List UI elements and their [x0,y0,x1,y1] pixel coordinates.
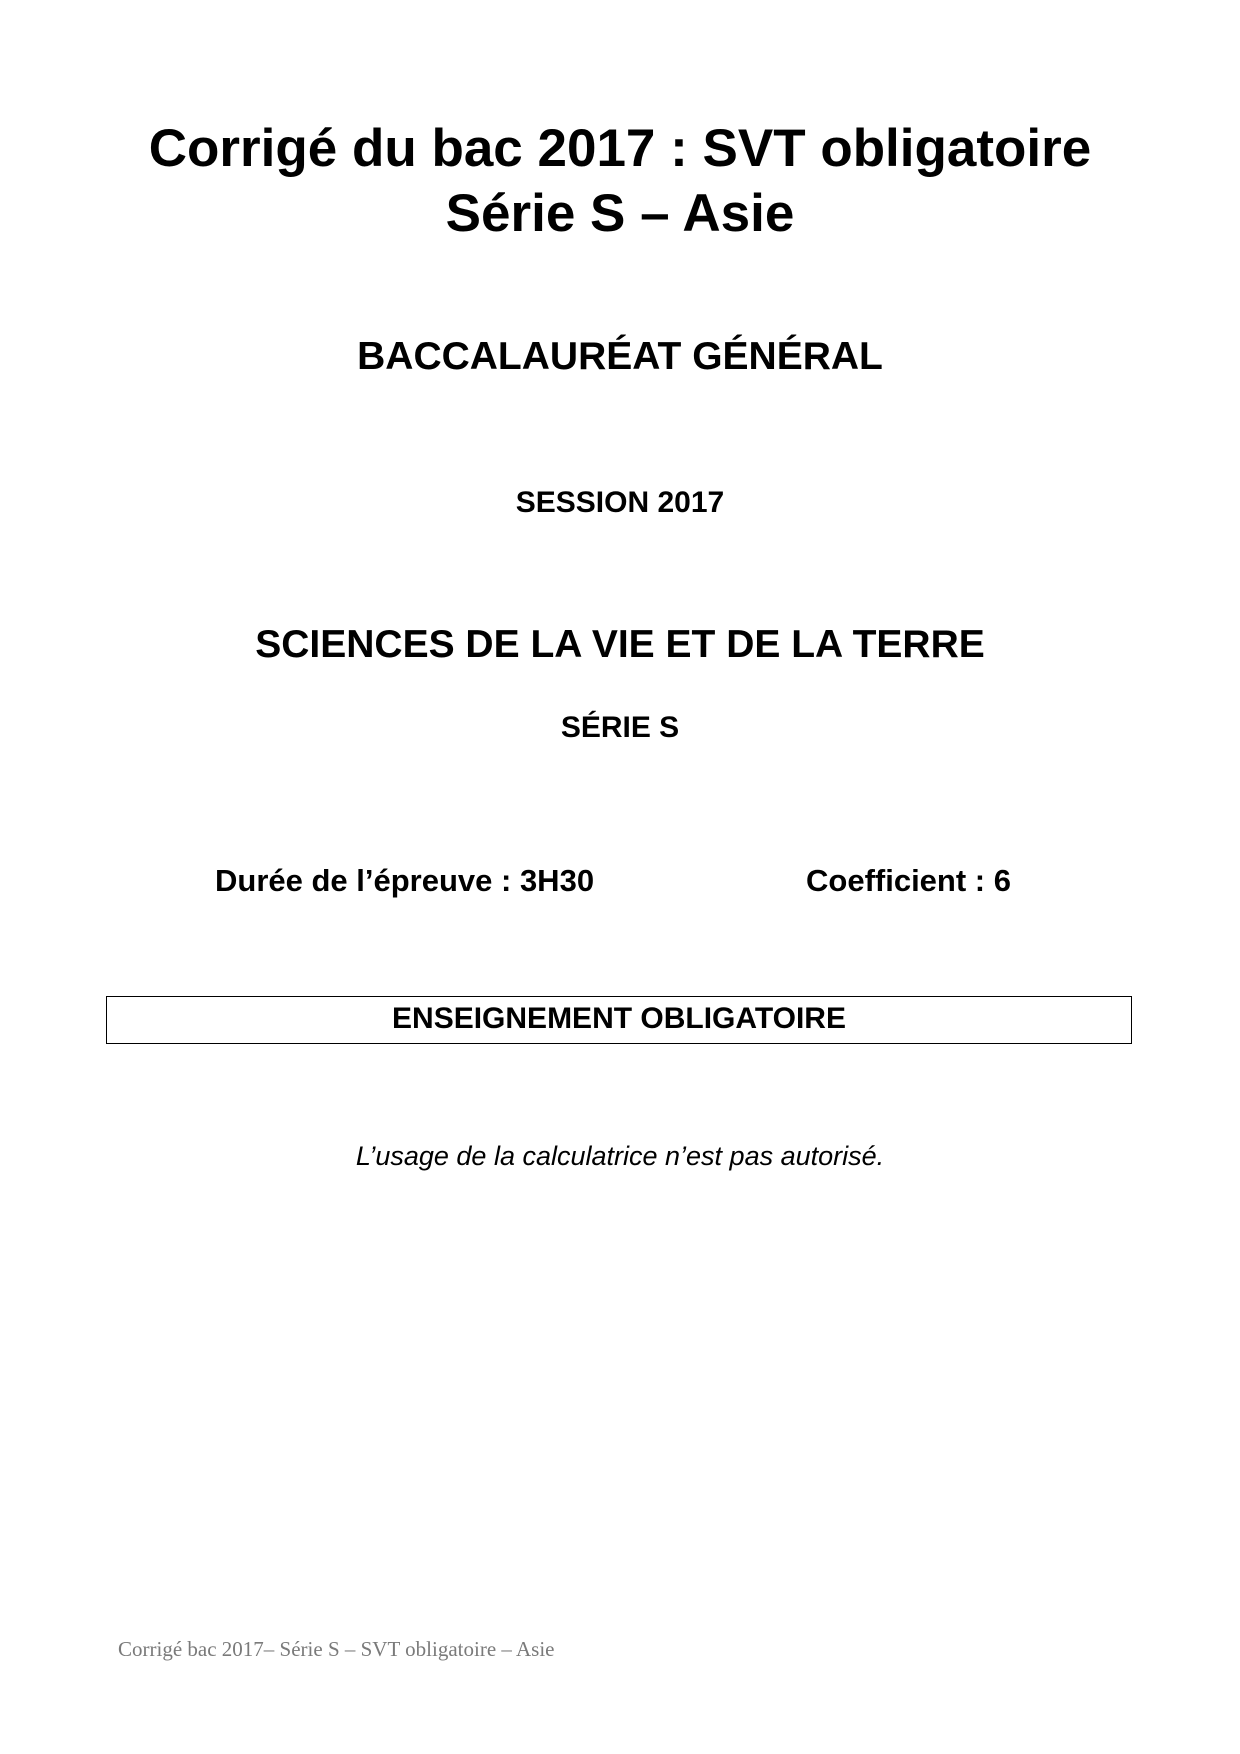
exam-coefficient: Coefficient : 6 [806,863,1011,898]
calculator-note: L’usage de la calculatrice n’est pas autorisé. [355,1141,885,1171]
page-title: Corrigé du bac 2017 : SVT obligatoire [148,119,1092,178]
series-heading: SÉRIE S [560,711,680,744]
option-box: ENSEIGNEMENT OBLIGATOIRE [106,996,1132,1044]
session-heading: SESSION 2017 [515,486,725,519]
subject-heading: SCIENCES DE LA VIE ET DE LA TERRE [255,623,985,666]
page-subtitle: Série S – Asie [445,184,795,243]
exam-type-heading: BACCALAURÉAT GÉNÉRAL [357,335,883,378]
exam-duration: Durée de l’épreuve : 3H30 [215,863,595,898]
page-footer: Corrigé bac 2017– Série S – SVT obligatoire – Asie [118,1637,555,1661]
